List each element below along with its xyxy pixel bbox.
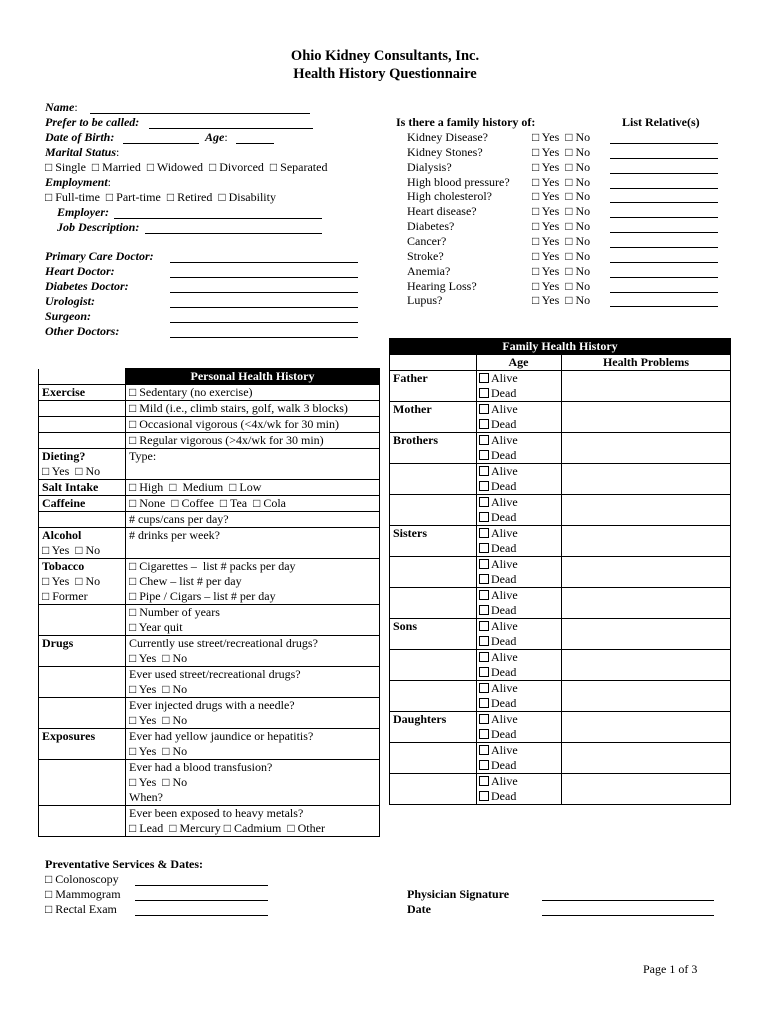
tobacco-former[interactable]: □ Former [42, 589, 88, 603]
family-member-label [390, 743, 477, 774]
metals-options[interactable]: □ Lead □ Mercury □ Cadmium □ Other [129, 821, 325, 835]
family-condition-relative-field[interactable] [610, 217, 718, 218]
family-condition-relative-field[interactable] [610, 262, 718, 263]
jaundice-yes-no[interactable]: □ Yes □ No [129, 744, 188, 758]
family-condition-label: High blood pressure? [407, 174, 510, 189]
checkbox-icon[interactable] [479, 528, 489, 538]
family-condition-yes-no[interactable]: □ Yes □ No [532, 233, 591, 248]
date-label: Date [407, 902, 431, 916]
family-condition-label: Dialysis? [407, 159, 452, 174]
checkbox-icon[interactable] [479, 450, 489, 460]
dead-checkbox[interactable]: Dead [479, 758, 558, 773]
family-condition-label: Stroke? [407, 248, 444, 263]
family-condition-yes-no[interactable]: □ Yes □ No [532, 293, 591, 308]
marital-options[interactable]: □ Single □ Married □ Widowed □ Divorced □ Separated [45, 160, 328, 174]
caffeine-label: Caffeine [39, 496, 126, 512]
alive-dead-cell[interactable] [477, 681, 562, 712]
family-condition-relative-field[interactable] [610, 202, 718, 203]
metals-question: Ever been exposed to heavy metals? [129, 806, 304, 820]
family-member-row [390, 743, 731, 774]
health-problems-cell[interactable] [562, 774, 731, 805]
checkbox-icon[interactable] [479, 791, 489, 801]
family-condition-yes-no[interactable]: □ Yes □ No [532, 130, 591, 144]
job-label: Job Description: [57, 220, 140, 234]
family-condition-yes-no[interactable]: □ Yes □ No [532, 219, 591, 234]
dead-checkbox[interactable]: Dead [479, 417, 558, 432]
tobacco-chew[interactable]: □ Chew – list # per day [129, 574, 242, 588]
family-member-label [390, 774, 477, 805]
family-member-row [390, 464, 731, 495]
checkbox-icon[interactable] [479, 388, 489, 398]
dead-checkbox[interactable]: Dead [479, 603, 558, 618]
alive-checkbox[interactable]: Alive [479, 588, 558, 603]
rectal-exam-option[interactable]: □ Rectal Exam [45, 902, 117, 916]
health-problems-cell[interactable] [562, 650, 731, 681]
doctor-field-other[interactable] [170, 337, 358, 338]
tobacco-pipe[interactable]: □ Pipe / Cigars – list # per day [129, 589, 276, 603]
family-condition-label: Lupus? [407, 293, 443, 308]
alive-checkbox[interactable]: Alive [479, 526, 558, 541]
exercise-occasional[interactable]: □ Occasional vigorous (<4x/wk for 30 min) [126, 417, 380, 433]
tobacco-year-quit[interactable]: □ Year quit [129, 620, 183, 634]
family-member-label: Mother [390, 402, 477, 433]
name-field[interactable] [90, 113, 310, 114]
doctor-label-other: Other Doctors: [45, 324, 120, 338]
family-member-row [390, 495, 731, 526]
physician-signature-field[interactable] [542, 900, 714, 901]
checkbox-icon[interactable] [479, 729, 489, 739]
dead-checkbox[interactable]: Dead [479, 727, 558, 742]
doctor-label-urologist: Urologist: [45, 294, 96, 308]
drugs-ever-yes-no[interactable]: □ Yes □ No [129, 682, 188, 696]
family-condition-yes-no[interactable]: □ Yes □ No [532, 204, 591, 219]
alive-dead-cell[interactable] [477, 588, 562, 619]
health-problems-cell[interactable] [562, 619, 731, 650]
family-condition-relative-field[interactable] [610, 247, 718, 248]
family-member-row [390, 526, 731, 557]
checkbox-icon[interactable] [479, 497, 489, 507]
marital-label: Marital Status: [45, 145, 120, 159]
health-problems-cell[interactable] [562, 712, 731, 743]
family-member-row [390, 619, 731, 650]
alive-dead-cell[interactable] [477, 433, 562, 464]
family-member-label [390, 557, 477, 588]
alive-dead-cell[interactable] [477, 371, 562, 402]
family-member-label: Father [390, 371, 477, 402]
name-label: Name: [45, 100, 78, 114]
alcohol-label: Alcohol [42, 528, 82, 542]
dead-checkbox[interactable]: Dead [479, 696, 558, 711]
dead-checkbox[interactable]: Dead [479, 665, 558, 680]
health-problems-cell[interactable] [562, 402, 731, 433]
preventative-title: Preventative Services & Dates: [45, 857, 204, 871]
checkbox-icon[interactable] [479, 373, 489, 383]
alive-checkbox[interactable]: Alive [479, 495, 558, 510]
dob-label: Date of Birth: [45, 130, 115, 144]
employer-label: Employer: [57, 205, 109, 219]
checkbox-icon[interactable] [479, 435, 489, 445]
alive-dead-cell[interactable] [477, 650, 562, 681]
family-history-heading: Is there a family history of: [396, 115, 536, 129]
doctor-label-heart: Heart Doctor: [45, 264, 115, 278]
age-header: Age [477, 355, 562, 371]
family-condition-relative-field[interactable] [610, 232, 718, 233]
mammogram-date-field[interactable] [135, 900, 268, 901]
family-member-label [390, 588, 477, 619]
doctor-field-primary[interactable] [170, 262, 358, 263]
health-problems-cell[interactable] [562, 681, 731, 712]
alive-checkbox[interactable]: Alive [479, 557, 558, 572]
transfusion-yes-no[interactable]: □ Yes □ No [129, 775, 188, 789]
dead-checkbox[interactable]: Dead [479, 572, 558, 587]
dob-field[interactable] [123, 143, 199, 144]
personal-health-history-table [38, 368, 380, 837]
drugs-ever-question: Ever used street/recreational drugs? [129, 667, 301, 681]
health-problems-cell[interactable] [562, 464, 731, 495]
dieting-type: Type: [126, 449, 380, 480]
family-condition-relative-field[interactable] [610, 143, 718, 144]
doctor-field-surgeon[interactable] [170, 322, 358, 323]
employment-label: Employment: [45, 175, 112, 189]
employment-options[interactable]: □ Full-time □ Part-time □ Retired □ Disability [45, 190, 276, 204]
checkbox-icon[interactable] [479, 652, 489, 662]
colonoscopy-date-field[interactable] [135, 885, 268, 886]
dead-checkbox[interactable]: Dead [479, 789, 558, 804]
family-health-history-table [389, 338, 731, 805]
alive-dead-cell[interactable] [477, 774, 562, 805]
health-problems-cell[interactable] [562, 743, 731, 774]
family-member-row [390, 433, 731, 464]
drinks-per-week: # drinks per week? [126, 528, 380, 559]
checkbox-icon[interactable] [479, 512, 489, 522]
tobacco-yes-no[interactable]: □ Yes □ No [42, 574, 101, 588]
family-condition-yes-no[interactable]: □ Yes □ No [532, 189, 591, 204]
alive-dead-cell[interactable] [477, 712, 562, 743]
family-condition-relative-field[interactable] [610, 292, 718, 293]
drugs-injected-yes-no[interactable]: □ Yes □ No [129, 713, 188, 727]
prefer-field[interactable] [149, 128, 313, 129]
alive-checkbox[interactable]: Alive [479, 619, 558, 634]
employer-field[interactable] [114, 218, 322, 219]
family-member-label: Sisters [390, 526, 477, 557]
family-member-row [390, 650, 731, 681]
doctor-field-heart[interactable] [170, 277, 358, 278]
tobacco-number-years[interactable]: □ Number of years [129, 605, 220, 619]
family-member-row [390, 681, 731, 712]
exercise-mild[interactable]: □ Mild (i.e., climb stairs, golf, walk 3 blocks) [126, 401, 380, 417]
health-problems-cell[interactable] [562, 588, 731, 619]
mammogram-option[interactable]: □ Mammogram [45, 887, 121, 901]
dead-checkbox[interactable]: Dead [479, 386, 558, 401]
family-member-label [390, 464, 477, 495]
family-member-row [390, 588, 731, 619]
alive-dead-cell[interactable] [477, 526, 562, 557]
dead-checkbox[interactable]: Dead [479, 479, 558, 494]
age-label: Age: [205, 130, 228, 144]
health-problems-cell[interactable] [562, 495, 731, 526]
cups-per-day: # cups/cans per day? [126, 512, 380, 528]
prefer-label: Prefer to be called: [45, 115, 140, 129]
family-member-row [390, 402, 731, 433]
exposures-label: Exposures [39, 729, 126, 760]
alive-dead-cell[interactable] [477, 464, 562, 495]
family-member-label: Sons [390, 619, 477, 650]
checkbox-icon[interactable] [479, 621, 489, 631]
checkbox-icon[interactable] [479, 667, 489, 677]
alive-dead-cell[interactable] [477, 619, 562, 650]
tobacco-label: Tobacco [42, 559, 85, 573]
alive-dead-cell[interactable] [477, 402, 562, 433]
family-condition-label: Diabetes? [407, 219, 455, 234]
doctor-label-diabetes: Diabetes Doctor: [45, 279, 129, 293]
salt-label: Salt Intake [39, 480, 126, 496]
drugs-current-yes-no[interactable]: □ Yes □ No [129, 651, 188, 665]
family-member-label [390, 681, 477, 712]
family-condition-relative-field[interactable] [610, 173, 718, 174]
doctor-label-primary: Primary Care Doctor: [45, 249, 154, 263]
dieting-yes-no[interactable]: □ Yes □ No [42, 464, 101, 478]
job-field[interactable] [145, 233, 322, 234]
alive-checkbox[interactable]: Alive [479, 371, 558, 386]
alive-checkbox[interactable]: Alive [479, 774, 558, 789]
drugs-current-question: Currently use street/recreational drugs? [129, 636, 318, 650]
family-condition-yes-no[interactable]: □ Yes □ No [532, 248, 591, 263]
tobacco-cigarettes[interactable]: □ Cigarettes – list # packs per day [129, 559, 296, 573]
page-number: Page 1 of 3 [643, 962, 698, 976]
family-member-row [390, 712, 731, 743]
health-problems-cell[interactable] [562, 433, 731, 464]
alive-checkbox[interactable]: Alive [479, 743, 558, 758]
doctor-label-surgeon: Surgeon: [45, 309, 92, 323]
health-problems-cell[interactable] [562, 371, 731, 402]
checkbox-icon[interactable] [479, 605, 489, 615]
family-condition-yes-no[interactable]: □ Yes □ No [532, 278, 591, 293]
transfusion-when: When? [129, 790, 163, 804]
family-condition-yes-no[interactable]: □ Yes □ No [532, 159, 591, 174]
family-member-row [390, 557, 731, 588]
dead-checkbox[interactable]: Dead [479, 634, 558, 649]
exercise-regular[interactable]: □ Regular vigorous (>4x/wk for 30 min) [126, 433, 380, 449]
checkbox-icon[interactable] [479, 590, 489, 600]
checkbox-icon[interactable] [479, 574, 489, 584]
family-condition-yes-no[interactable]: □ Yes □ No [532, 263, 591, 278]
health-problems-header: Health Problems [562, 355, 731, 371]
family-condition-label: Heart disease? [407, 204, 477, 219]
dead-checkbox[interactable]: Dead [479, 510, 558, 525]
drugs-injected-question: Ever injected drugs with a needle? [129, 698, 295, 712]
jaundice-question: Ever had yellow jaundice or hepatitis? [129, 729, 314, 743]
checkbox-icon[interactable] [479, 419, 489, 429]
list-relatives-heading: List Relative(s) [622, 115, 700, 129]
checkbox-icon[interactable] [479, 636, 489, 646]
exercise-sedentary[interactable]: □ Sedentary (no exercise) [126, 385, 380, 401]
dead-checkbox[interactable]: Dead [479, 448, 558, 463]
family-condition-label: Cancer? [407, 233, 447, 248]
checkbox-icon[interactable] [479, 559, 489, 569]
family-condition-label: Hearing Loss? [407, 278, 477, 293]
family-condition-relative-field[interactable] [610, 277, 718, 278]
alive-checkbox[interactable]: Alive [479, 712, 558, 727]
family-condition-yes-no[interactable]: □ Yes □ No [532, 144, 591, 159]
exercise-label: Exercise [39, 385, 126, 401]
checkbox-icon[interactable] [479, 776, 489, 786]
family-member-label [390, 495, 477, 526]
alcohol-yes-no[interactable]: □ Yes □ No [42, 543, 101, 557]
family-condition-label: Anemia? [407, 263, 451, 278]
health-problems-cell[interactable] [562, 526, 731, 557]
family-member-row [390, 774, 731, 805]
alive-checkbox[interactable]: Alive [479, 402, 558, 417]
alive-dead-cell[interactable] [477, 557, 562, 588]
checkbox-icon[interactable] [479, 745, 489, 755]
physician-signature-label: Physician Signature [407, 887, 510, 901]
checkbox-icon[interactable] [479, 698, 489, 708]
alive-checkbox[interactable]: Alive [479, 433, 558, 448]
signature-date-field[interactable] [542, 915, 714, 916]
rectal-exam-date-field[interactable] [135, 915, 268, 916]
salt-options[interactable]: □ High □ Medium □ Low [126, 480, 380, 496]
age-field[interactable] [236, 143, 274, 144]
doctor-field-urologist[interactable] [170, 307, 358, 308]
family-member-label [390, 650, 477, 681]
family-condition-relative-field[interactable] [610, 158, 718, 159]
family-health-title: Family Health History [390, 339, 731, 355]
alive-checkbox[interactable]: Alive [479, 681, 558, 696]
personal-history-title: Personal Health History [126, 369, 380, 385]
alive-checkbox[interactable]: Alive [479, 464, 558, 479]
family-condition-yes-no[interactable]: □ Yes □ No [532, 174, 591, 189]
family-condition-label: Kidney Disease? [407, 130, 488, 144]
checkbox-icon[interactable] [479, 683, 489, 693]
checkbox-icon[interactable] [479, 466, 489, 476]
family-condition-label: High cholesterol? [407, 189, 492, 204]
family-condition-label: Kidney Stones? [407, 144, 483, 159]
family-member-label: Daughters [390, 712, 477, 743]
health-problems-cell[interactable] [562, 557, 731, 588]
caffeine-options[interactable]: □ None □ Coffee □ Tea □ Cola [126, 496, 380, 512]
doctor-field-diabetes[interactable] [170, 292, 358, 293]
checkbox-icon[interactable] [479, 714, 489, 724]
family-condition-relative-field[interactable] [610, 306, 718, 307]
alive-dead-cell[interactable] [477, 743, 562, 774]
family-condition-relative-field[interactable] [610, 188, 718, 189]
checkbox-icon[interactable] [479, 760, 489, 770]
alive-dead-cell[interactable] [477, 495, 562, 526]
checkbox-icon[interactable] [479, 543, 489, 553]
checkbox-icon[interactable] [479, 481, 489, 491]
family-member-label: Brothers [390, 433, 477, 464]
colonoscopy-option[interactable]: □ Colonoscopy [45, 872, 119, 886]
drugs-label: Drugs [39, 636, 126, 667]
dead-checkbox[interactable]: Dead [479, 541, 558, 556]
company-name: Ohio Kidney Consultants, Inc. [290, 48, 480, 64]
transfusion-question: Ever had a blood transfusion? [129, 760, 273, 774]
checkbox-icon[interactable] [479, 404, 489, 414]
form-title: Health History Questionnaire [293, 66, 477, 82]
family-member-row [390, 371, 731, 402]
dieting-label: Dieting? [42, 449, 86, 463]
alive-checkbox[interactable]: Alive [479, 650, 558, 665]
